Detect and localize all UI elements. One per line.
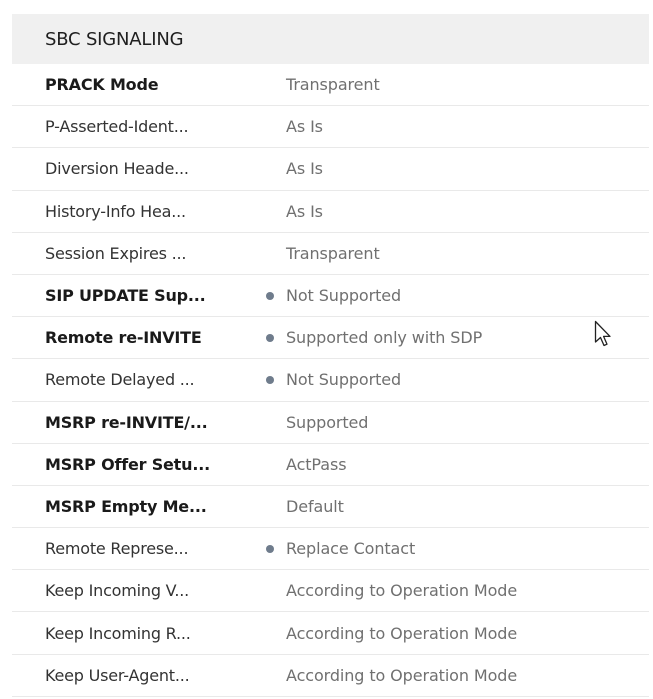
setting-label: MSRP re-INVITE/...	[45, 412, 208, 432]
settings-row[interactable]	[12, 233, 649, 275]
modified-indicator-icon	[266, 292, 274, 300]
setting-value[interactable]: Supported only with SDP	[286, 328, 483, 348]
settings-row[interactable]	[12, 655, 649, 697]
setting-label: MSRP Offer Setu...	[45, 454, 210, 474]
setting-label: History-Info Hea...	[45, 201, 186, 221]
settings-row[interactable]	[12, 106, 649, 148]
setting-value[interactable]: Default	[286, 496, 344, 516]
setting-label: Diversion Heade...	[45, 159, 189, 179]
modified-indicator-icon	[266, 376, 274, 384]
modified-indicator-icon	[266, 334, 274, 342]
setting-label: P-Asserted-Ident...	[45, 117, 189, 137]
settings-row[interactable]	[12, 64, 649, 106]
setting-label: Keep Incoming R...	[45, 623, 191, 643]
setting-label: Keep User-Agent...	[45, 665, 190, 685]
section-header[interactable]	[12, 14, 649, 64]
setting-label: Remote Represe...	[45, 539, 189, 559]
settings-row[interactable]	[12, 191, 649, 233]
mouse-pointer-icon	[594, 320, 614, 348]
section-title: SBC SIGNALING	[45, 28, 184, 50]
setting-value[interactable]: Not Supported	[286, 370, 402, 390]
setting-value[interactable]: As Is	[286, 117, 323, 137]
settings-row[interactable]	[12, 402, 649, 444]
settings-row[interactable]	[12, 444, 649, 486]
modified-indicator-icon	[266, 545, 274, 553]
setting-value[interactable]: According to Operation Mode	[286, 623, 518, 643]
setting-value[interactable]: Replace Contact	[286, 539, 416, 559]
setting-value[interactable]: According to Operation Mode	[286, 665, 518, 685]
setting-value[interactable]: As Is	[286, 201, 323, 221]
setting-label: Remote re-INVITE	[45, 328, 202, 348]
setting-value[interactable]: Transparent	[286, 243, 380, 263]
settings-row[interactable]	[12, 359, 649, 401]
setting-label: SIP UPDATE Sup...	[45, 286, 206, 306]
setting-label: PRACK Mode	[45, 75, 159, 95]
sbc-signaling-panel	[12, 14, 649, 697]
setting-label: Remote Delayed ...	[45, 370, 195, 390]
settings-row[interactable]	[12, 612, 649, 654]
settings-row[interactable]	[12, 486, 649, 528]
settings-row[interactable]	[12, 528, 649, 570]
setting-label: Keep Incoming V...	[45, 581, 190, 601]
settings-row[interactable]	[12, 570, 649, 612]
settings-list	[12, 64, 649, 697]
settings-row[interactable]	[12, 148, 649, 190]
setting-value[interactable]: Not Supported	[286, 286, 402, 306]
setting-value[interactable]: According to Operation Mode	[286, 581, 518, 601]
settings-row[interactable]	[12, 275, 649, 317]
settings-row[interactable]	[12, 317, 649, 359]
setting-label: Session Expires ...	[45, 243, 187, 263]
setting-value[interactable]: As Is	[286, 159, 323, 179]
setting-label: MSRP Empty Me...	[45, 496, 207, 516]
setting-value[interactable]: Supported	[286, 412, 369, 432]
setting-value[interactable]: ActPass	[286, 454, 347, 474]
setting-value[interactable]: Transparent	[286, 75, 380, 95]
